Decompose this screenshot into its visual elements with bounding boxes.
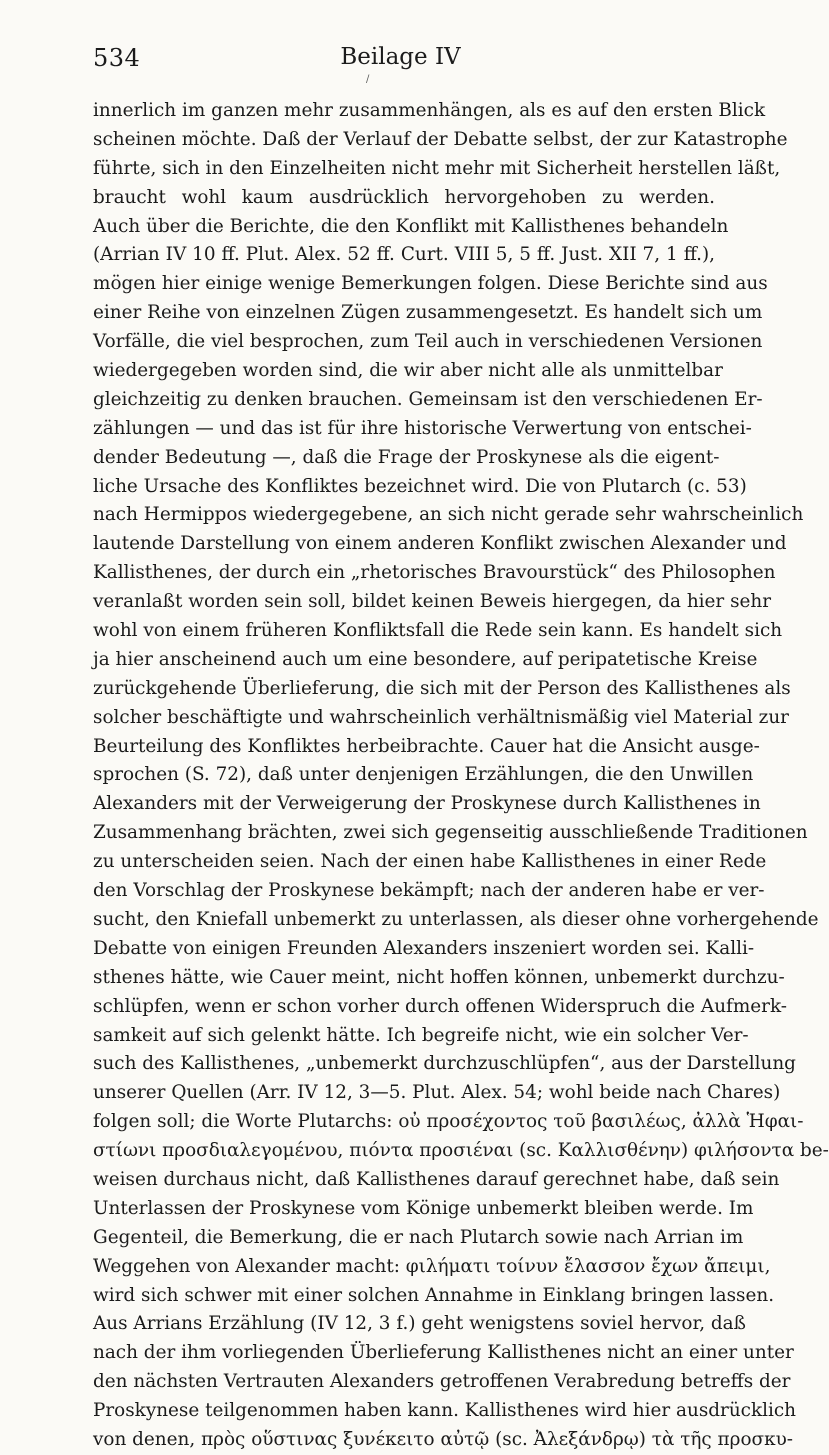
text-line: such des Kallisthenes, „unbemerkt durchzuschlüpfen“, aus der Darstellung bbox=[93, 1053, 796, 1075]
page-number: 534 bbox=[93, 44, 141, 72]
text-line: innerlich im ganzen mehr zusammenhängen, als es auf den ersten Blick bbox=[93, 100, 766, 121]
text-line: zu unterscheiden seien. Nach der einen habe Kallisthenes in einer Rede bbox=[93, 851, 767, 873]
text-line: sthenes hätte, wie Cauer meint, nicht hoffen können, unbemerkt durchzu- bbox=[93, 966, 785, 988]
text-line: zurückgehende Überlieferung, die sich mit der Person des Kallisthenes als bbox=[93, 677, 791, 699]
text-line: folgen soll; die Worte Plutarchs: οὐ προσέχοντος τοῦ βασιλέως, ἀλλὰ Ἡφαι- bbox=[93, 1111, 804, 1133]
text-line: Weggehen von Alexander macht: φιλήματι τοίνυν ἔλασσον ἔχων ἄπειμι, bbox=[93, 1255, 771, 1277]
text-line: Debatte von einigen Freunden Alexanders inszeniert worden sei. Kalli- bbox=[93, 937, 755, 959]
text-line: unserer Quellen (Arr. IV 12, 3—5. Plut. Alex. 54; wohl beide nach Chares) bbox=[93, 1082, 781, 1104]
text-line: Unterlassen der Proskynese vom Könige unbemerkt bleiben werde. Im bbox=[93, 1197, 754, 1219]
text-line: zählungen — und das ist für ihre historische Verwertung von entschei- bbox=[93, 417, 752, 439]
text-line: schlüpfen, wenn er schon vorher durch offenen Widerspruch die Aufmerk- bbox=[93, 995, 787, 1017]
text-line: Zusammenhang brächten, zwei sich gegenseitig ausschließende Traditionen bbox=[93, 822, 808, 844]
text-line: dender Bedeutung —, daß die Frage der Proskynese als die eigent- bbox=[93, 446, 720, 468]
text-line: braucht wohl kaum ausdrücklich hervorgehoben zu werden. bbox=[93, 186, 715, 208]
text-line: liche Ursache des Konfliktes bezeichnet wird. Die von Plutarch (c. 53) bbox=[93, 475, 747, 497]
text-line: lautende Darstellung von einem anderen Konflikt zwischen Alexander und bbox=[93, 533, 787, 555]
text-line: scheinen möchte. Daß der Verlauf der Debatte selbst, der zur Katastrophe bbox=[93, 128, 788, 150]
text-line: führte, sich in den Einzelheiten nicht mehr mit Sicherheit herstellen läßt, bbox=[93, 157, 781, 179]
text-line: einer Reihe von einzelnen Zügen zusammengesetzt. Es handelt sich um bbox=[93, 302, 763, 324]
text-line: Alexanders mit der Verweigerung der Proskynese durch Kallisthenes in bbox=[93, 793, 761, 815]
text-line: den Vorschlag der Proskynese bekämpft; nach der anderen habe er ver- bbox=[93, 880, 765, 902]
text-line: mögen hier einige wenige Bemerkungen folgen. Diese Berichte sind aus bbox=[93, 273, 768, 295]
text-line: Auch über die Berichte, die den Konflikt mit Kallisthenes behandeln bbox=[93, 215, 729, 237]
text-line: Gegenteil, die Bemerkung, die er nach Plutarch sowie nach Arrian im bbox=[93, 1226, 744, 1248]
body-text bbox=[93, 97, 829, 1455]
page-header bbox=[93, 44, 708, 84]
text-line: veranlaßt worden sein soll, bildet keinen Beweis hiergegen, da hier sehr bbox=[93, 591, 772, 613]
running-head: Beilage IV bbox=[340, 44, 461, 70]
text-line: στίωνι προσδιαλεγομένου, πιόντα προσιέναι (sc. Καλλισθένην) φιλήσοντα be- bbox=[93, 1140, 829, 1162]
text-line: weisen durchaus nicht, daß Kallisthenes darauf gerechnet habe, daß sein bbox=[93, 1168, 780, 1190]
text-line: den nächsten Vertrauten Alexanders getroffenen Verabredung betreffs der bbox=[93, 1371, 791, 1393]
text-line: ja hier anscheinend auch um eine besondere, auf peripatetische Kreise bbox=[93, 648, 758, 670]
text-line: Beurteilung des Konfliktes herbeibrachte. Cauer hat die Ansicht ausge- bbox=[93, 735, 760, 757]
text-line: nach Hermippos wiedergegebene, an sich nicht gerade sehr wahrscheinlich bbox=[93, 504, 804, 526]
text-line: wiedergegeben worden sind, die wir aber nicht alle als unmittelbar bbox=[93, 360, 723, 382]
text-line: nach der ihm vorliegenden Überlieferung Kallisthenes nicht an einer unter bbox=[93, 1342, 794, 1364]
text-line: gleichzeitig zu denken brauchen. Gemeinsam ist den verschiedenen Er- bbox=[93, 388, 763, 410]
text-line: solcher beschäftigte und wahrscheinlich verhältnismäßig viel Material zur bbox=[93, 706, 789, 728]
text-line: sucht, den Kniefall unbemerkt zu unterlassen, als dieser ohne vorhergehende bbox=[93, 908, 819, 930]
text-line: sprochen (S. 72), daß unter denjenigen Erzählungen, die den Unwillen bbox=[93, 764, 754, 786]
stray-mark: / bbox=[366, 74, 370, 85]
text-line: (Arrian IV 10 ff. Plut. Alex. 52 ff. Curt. VIII 5, 5 ff. Just. XII 7, 1 ff.), bbox=[93, 244, 715, 266]
text-line: Kallisthenes, der durch ein „rhetorisches Bravourstück“ des Philosophen bbox=[93, 562, 776, 584]
text-line: wohl von einem früheren Konfliktsfall die Rede sein kann. Es handelt sich bbox=[93, 620, 783, 642]
text-line: von denen, πρὸς οὕστινας ξυνέκειτο αὐτῷ (sc. Ἀλεξάνδρῳ) τὰ τῆς προσκυ- bbox=[93, 1428, 793, 1450]
text-line: samkeit auf sich gelenkt hätte. Ich begreife nicht, wie ein solcher Ver- bbox=[93, 1024, 749, 1046]
text-line: wird sich schwer mit einer solchen Annahme in Einklang bringen lassen. bbox=[93, 1284, 775, 1306]
text-line: Vorfälle, die viel besprochen, zum Teil auch in verschiedenen Versionen bbox=[93, 331, 763, 353]
text-line: Aus Arrians Erzählung (IV 12, 3 f.) geht wenigstens soviel hervor, daß bbox=[93, 1313, 746, 1335]
text-line: Proskynese teilgenommen haben kann. Kallisthenes wird hier ausdrücklich bbox=[93, 1400, 797, 1422]
